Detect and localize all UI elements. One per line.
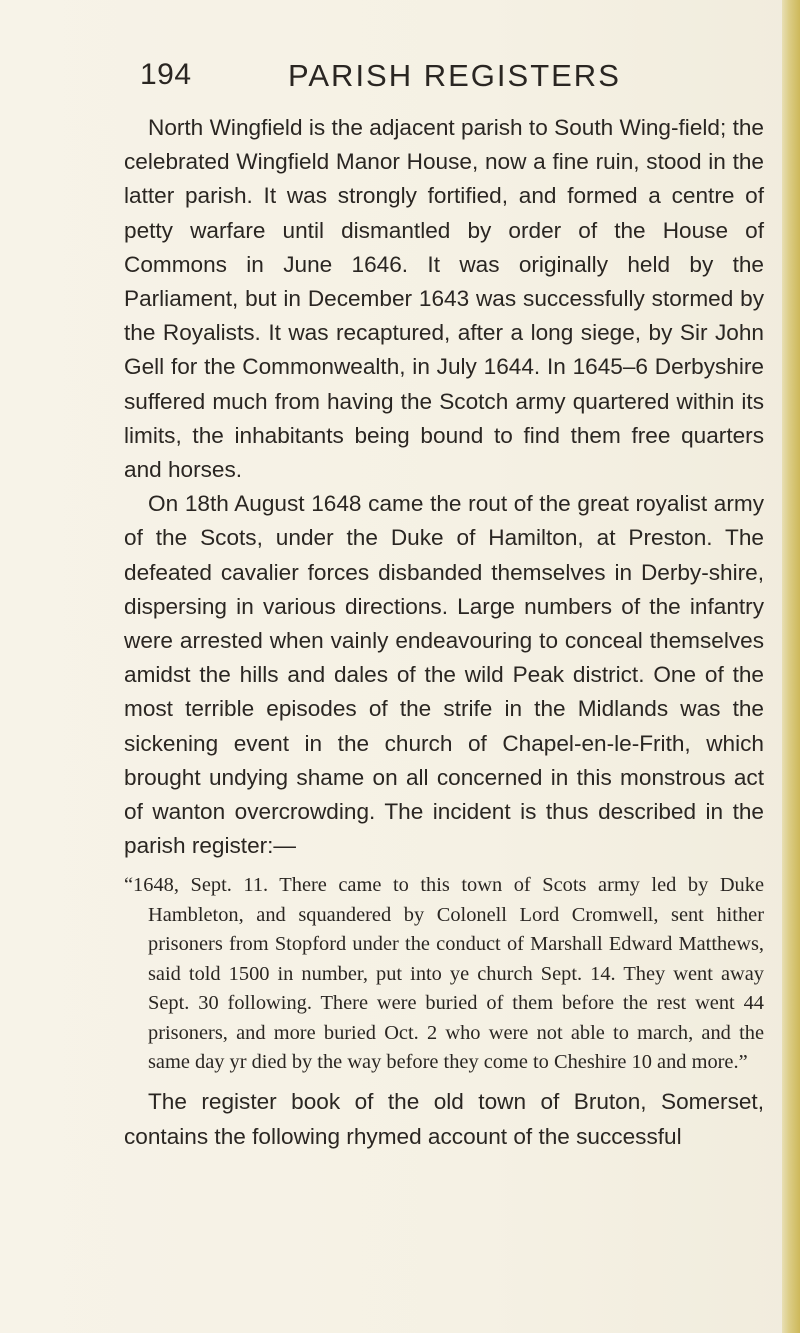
paragraph-preston: On 18th August 1648 came the rout of the great royalist army of the Scots, under the Duke of Hamilton, at Preston. The defeated cavalier forces disbanded themselves in Derby-shire, dispersing in various directions. Large numbers of the infantry were arrested when vainly endeavouring to conceal themselves amidst the hills and dales of the wild Peak district. One of the most terrible episodes of the strife in the Midlands was the sickening event in the church of Chapel-en-le-Frith, which brought undying shame on all concerned in this monstrous act of wanton overcrowding. The incident is thus described in the parish register:— xyxy=(124,491,764,859)
paragraph-wingfield: North Wingfield is the adjacent parish to South Wing-field; the celebrated Wingfield Manor House, now a fine ruin, stood in the latter parish. It was strongly fortified, and formed a centre of petty warfare until dismantled by order of the House of Commons in June 1646. It was originally held by the Parliament, but in December 1643 was successfully stormed by the Royalists. It was recaptured, after a long siege, by Sir John Gell for the Commonwealth, in July 1644. In 1645–6 Derbyshire suffered much from having the Scotch army quartered within its limits, the inhabitants being bound to find them free quarters and horses. xyxy=(124,115,764,483)
page-number: 194 xyxy=(140,58,192,91)
running-head: PARISH REGISTERS xyxy=(288,58,621,93)
register-quotation: “1648, Sept. 11. There came to this town of Scots army led by Duke Hambleton, and squandered by Colonell Lord Cromwell, sent hither prisoners from Stopford under the conduct of Marshall Edward Matthews, said told 1500 in number, put into ye church Sept. 14. They went away Sept. 30 following. There were buried of them before the rest went 44 prisoners, and more buried Oct. 2 who were not able to march, and the same day yr died by the way before they come to Cheshire 10 and more.” xyxy=(124,874,764,1073)
page-edge xyxy=(782,0,800,1333)
page-header xyxy=(140,58,780,98)
paragraph-bruton: The register book of the old town of Bruton, Somerset, contains the following rhymed account of the successful xyxy=(124,1089,764,1149)
body-text xyxy=(124,111,764,1154)
